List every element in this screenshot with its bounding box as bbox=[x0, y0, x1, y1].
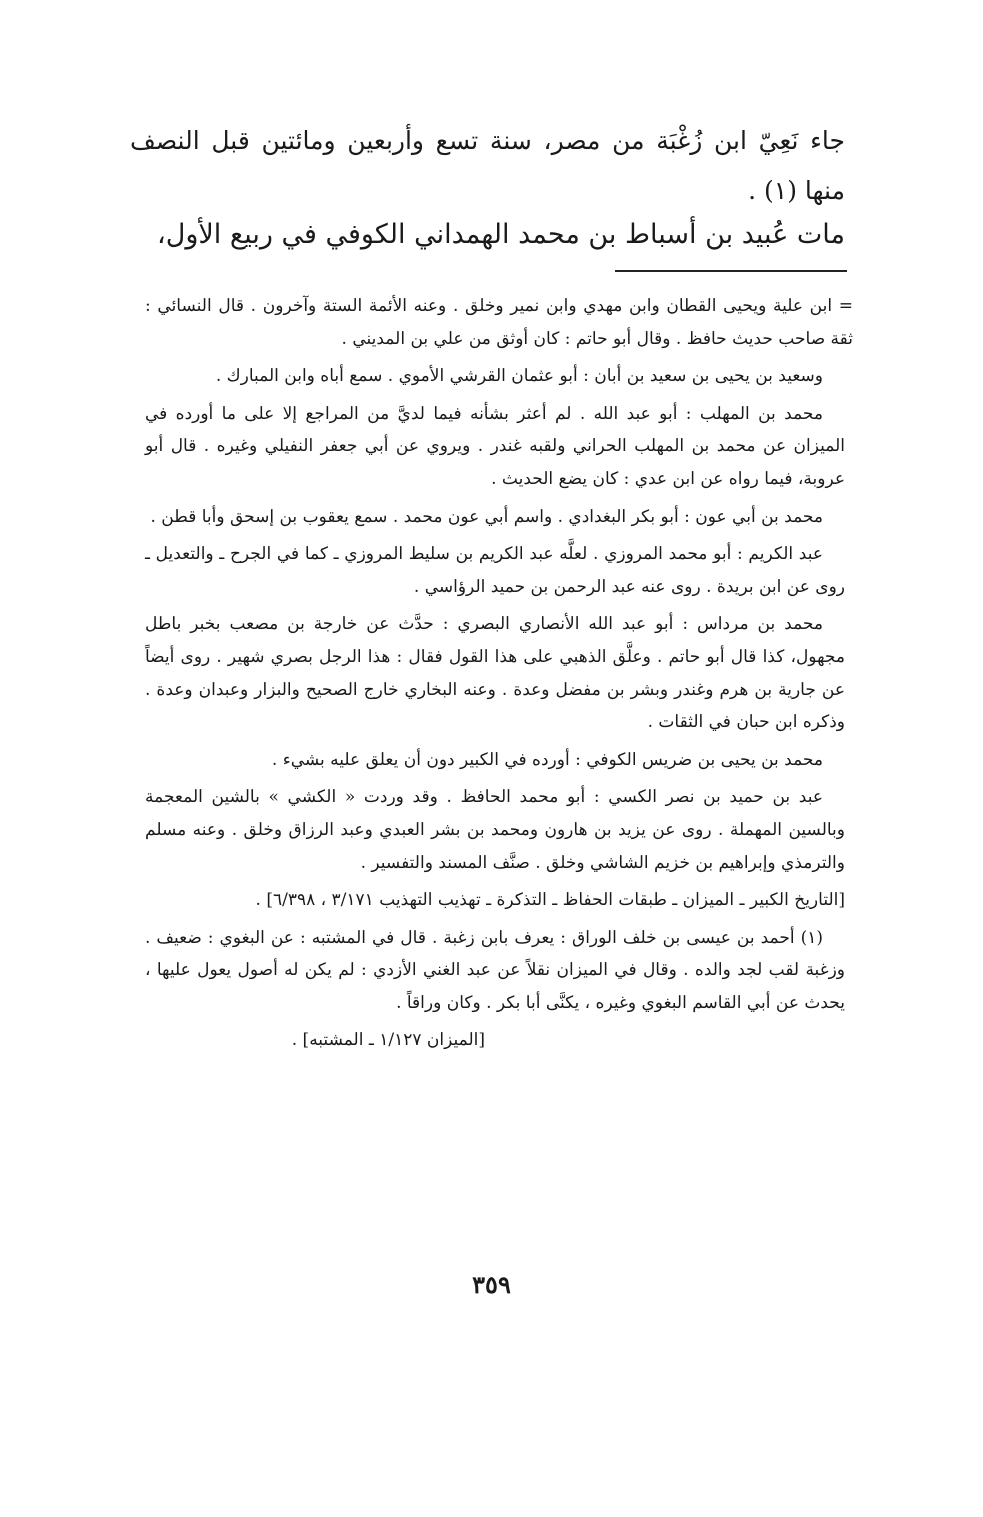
footnote-paragraph: عبد الكريم : أبو محمد المروزي . لعلَّه عبد الكريم بن سليط المروزي ـ كما في الجرح ـ والتعديل ـ روى عن ابن بريدة . روى عنه عبد الرحمن بن حميد الرؤاسي . bbox=[145, 544, 845, 597]
page-number: ٣٥٩ bbox=[472, 1270, 511, 1299]
footnote-paragraph: عبد بن حميد بن نصر الكسي : أبو محمد الحافظ . وقد وردت « الكشي » بالشين المعجمة وبالسين المهملة . روى عن يزيد بن هارون ومحمد بن بشر العبدي وعبد الرزاق وخلق . وعنه مسلم والترمذي وإبراهيم بن خزيم الشاشي وخلق . صنَّف المسند والتفسير . bbox=[145, 787, 845, 873]
footnote-paragraph: محمد بن يحيى بن ضريس الكوفي : أورده في الكبير دون أن يعلق عليه بشيء . bbox=[271, 749, 823, 770]
footnote-1: (١) أحمد بن عيسى بن خلف الوراق : يعرف بابن زغبة . قال في المشتبه : عن البغوي : ضعيف . وزغبة لقب لجد والده . وقال في الميزان نقلاً عن عبد الغني الأزدي : لم يكن له أصول يعول عليها ، يحدث عن أبي القاسم البغوي وغيره ، يكنَّى أبا بكر . وكان وراقاً . bbox=[145, 927, 845, 1013]
footnote-paragraph: محمد بن أبي عون : أبو بكر البغدادي . واسم أبي عون محمد . سمع يعقوب بن إسحق وأبا قطن . bbox=[150, 506, 823, 527]
main-paragraph-2: مات عُبيد بن أسباط بن محمد الهمداني الكوفي في ربيع الأول، bbox=[156, 219, 845, 250]
footnote-paragraph: محمد بن مرداس : أبو عبد الله الأنصاري البصري : حدَّث عن خارجة بن مصعب بخبر باطل مجهول، كذا قال أبو حاتم . وعلَّق الذهبي على هذا القول فقال : هذا الرجل بصري شهير . روى أيضاً عن جارية بن هرم وغندر وبشر بن مفضل وعدة . وعنه البخاري خارج الصحيح والبزار وعبدان وعدة . وذكره ابن حبان في الثقات . bbox=[145, 614, 845, 733]
footnote-source-citation: [التاريخ الكبير ـ الميزان ـ طبقات الحفاظ ـ التذكرة ـ تهذيب التهذيب ٣/١٧١ ، ٦/٣٩٨] . bbox=[255, 890, 845, 911]
footnote-separator bbox=[615, 270, 847, 272]
main-paragraph-1: جاء نَعِيّ ابن زُغْبَة من مصر، سنة تسع وأربعين ومائتين قبل النصف منها (١) . bbox=[130, 126, 845, 205]
footnote-1-citation: [الميزان ١/١٢٧ ـ المشتبه] . bbox=[291, 1030, 485, 1051]
footnote-paragraph: محمد بن المهلب : أبو عبد الله . لم أعثر بشأنه فيما لديَّ من المراجع إلا على ما أورده في الميزان عن محمد بن المهلب الحراني ولقبه غندر . ويروي عن أبي جعفر النفيلي وغيره . قال أبو عروبة، فيما رواه عن ابن عدي : كان يضع الحديث . bbox=[145, 403, 845, 489]
footnotes bbox=[145, 290, 853, 1062]
footnote-paragraph: = ابن علية ويحيى القطان وابن مهدي وابن نمير وخلق . وعنه الأئمة الستة وآخرون . قال النسائي : ثقة صاحب حديث حافظ . وقال أبو حاتم : كان أوثق من علي بن المديني . bbox=[145, 296, 853, 349]
footnote-paragraph: وسعيد بن يحيى بن سعيد بن أبان : أبو عثمان القرشي الأموي . سمع أباه وابن المبارك . bbox=[215, 366, 823, 387]
